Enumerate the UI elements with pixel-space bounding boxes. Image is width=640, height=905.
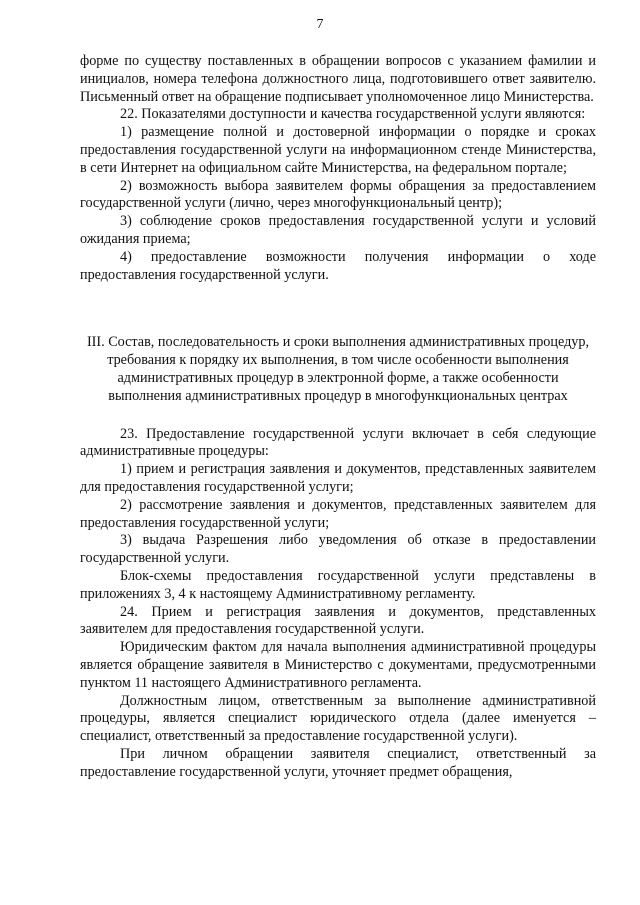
list-item: 3) соблюдение сроков предоставления государственной услуги и условий ожидания приема; — [80, 213, 596, 247]
list-item: 3) выдача Разрешения либо уведомления об отказе в предоставлении государственной услуги. — [80, 532, 596, 567]
document-body — [80, 53, 596, 781]
list-item: 1) прием и регистрация заявления и документов, представленных заявителем для предоставления государственной услуги; — [80, 461, 596, 495]
list-item: 4) предоставление возможности получения информации о ходе предоставления государственной услуги. — [80, 248, 596, 283]
paragraph: форме по существу поставленных в обращении вопросов с указанием фамилии и инициалов, номера телефона должностного лица, подготовившего ответ заявителю. Письменный ответ на обращение подписывает уполномоченное лицо Министерства. — [80, 53, 596, 105]
page-number: 7 — [316, 17, 324, 32]
list-item: 2) рассмотрение заявления и документов, представленных заявителем для предоставления государственной услуги; — [80, 496, 596, 531]
list-item: 1) размещение полной и достоверной информации о порядке и сроках предоставления государственной услуги на информационном стенде Министерства, в сети Интернет на официальном сайте Министерства, на федеральном портале; — [80, 124, 596, 176]
paragraph: При личном обращении заявителя специалист, ответственный за предоставление государственной услуги, уточняет предмет обращения, — [80, 745, 596, 780]
section-heading: III. Состав, последовательность и сроки выполнения административных процедур, требования к порядку их выполнения, в том числе особенности выполнения административных процедур в электронной форме, а также особенности выполнения административных процедур в многофункциональных центрах — [86, 334, 590, 404]
paragraph: Должностным лицом, ответственным за выполнение административной процедуры, является специалист юридического отдела (далее именуется – специалист, ответственный за предоставление государственной услуги). — [80, 692, 596, 745]
paragraph-item-22: 22. Показателями доступности и качества государственной услуги являются: — [120, 106, 586, 123]
paragraph: Блок-схемы предоставления государственной услуги представлены в приложениях 3, 4 к настоящему Административному регламенту. — [80, 567, 596, 602]
paragraph: Юридическим фактом для начала выполнения административной процедуры является обращение заявителя в Министерство с документами, предусмотренными пунктом 11 настоящего Административного регламента. — [80, 639, 596, 691]
list-item: 2) возможность выбора заявителем формы обращения за предоставлением государственной услуги (лично, через многофункциональный центр); — [80, 177, 596, 212]
paragraph-item-23: 23. Предоставление государственной услуги включает в себя следующие административные процедуры: — [80, 425, 596, 460]
paragraph-item-24: 24. Прием и регистрация заявления и документов, представленных заявителем для предоставления государственной услуги. — [80, 603, 596, 638]
